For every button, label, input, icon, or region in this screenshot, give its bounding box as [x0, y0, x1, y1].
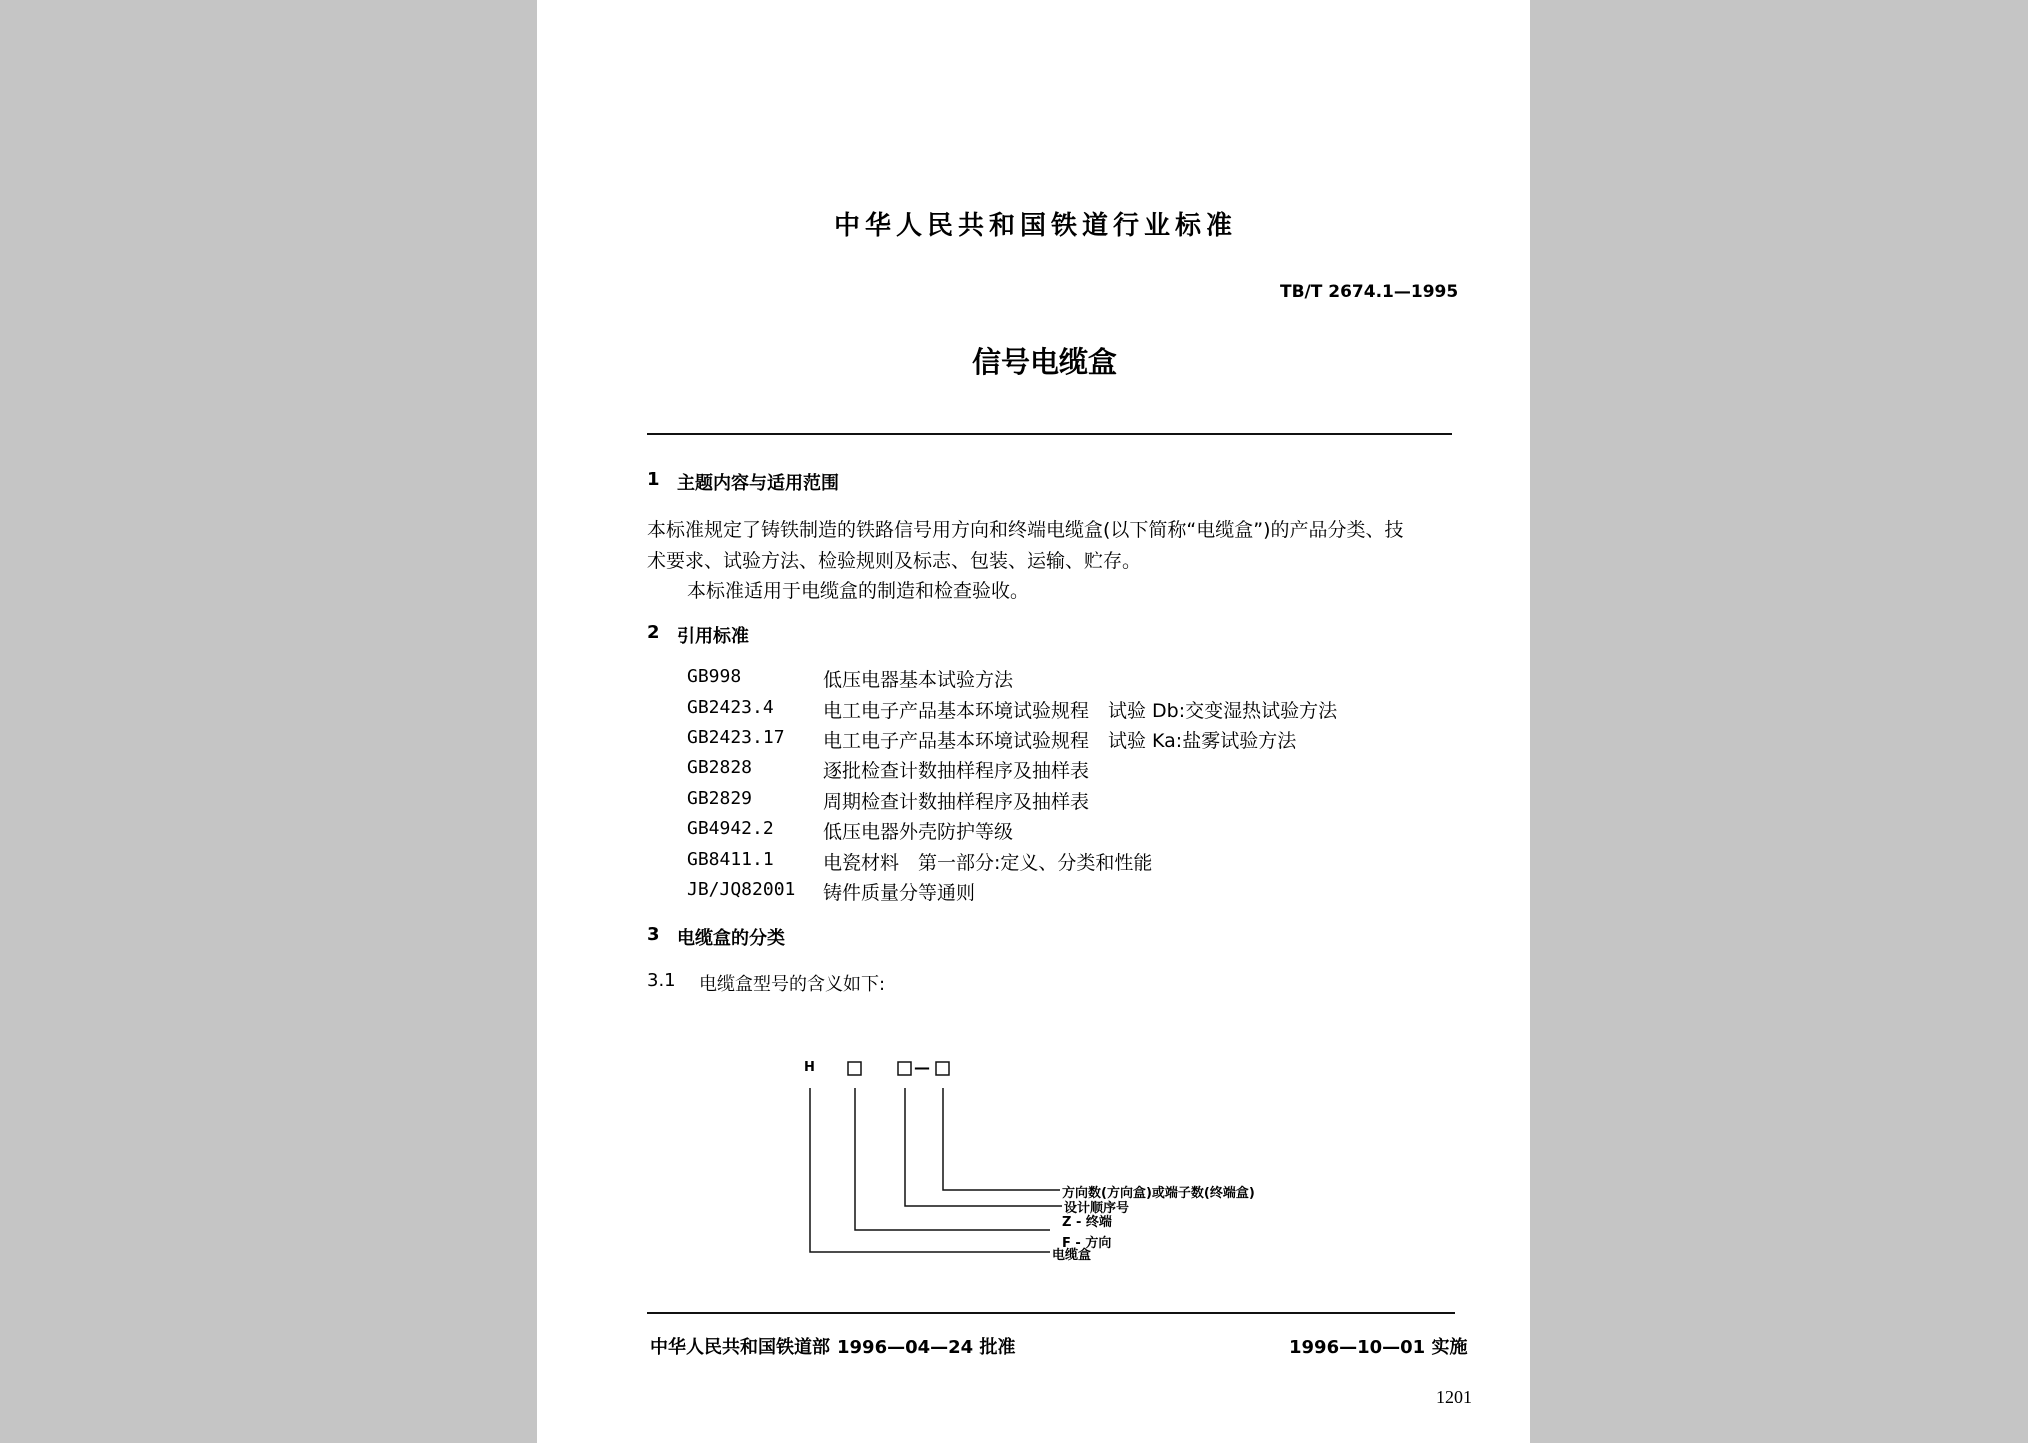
label-direction: F - 方向	[1062, 1236, 1112, 1251]
reference-code: GB2828	[687, 757, 753, 778]
reference-title: 铸件质量分等通则	[823, 882, 976, 904]
reference-title: 电工电子产品基本环境试验规程 试验 Ka:盐雾试验方法	[823, 730, 1297, 752]
subsection-3-1-text: 电缆盒型号的含义如下:	[699, 974, 886, 995]
designation-dash: —	[914, 1058, 930, 1077]
label-terminal: Z - 终端	[1062, 1215, 1112, 1230]
effective-date: 1996—10—01 实施	[1289, 1337, 1468, 1358]
section-3-heading: 电缆盒的分类	[677, 928, 785, 949]
org-title: 中华人民共和国铁道行业标准	[834, 211, 1238, 241]
document-title: 信号电缆盒	[972, 345, 1118, 379]
page-number: 1201	[1436, 1387, 1472, 1407]
reference-title: 电工电子产品基本环境试验规程 试验 Db:交变湿热试验方法	[823, 700, 1338, 722]
reference-code: GB2423.17	[687, 727, 785, 748]
approval-date: 1996—04—24 批准	[837, 1337, 1016, 1358]
reference-title: 电瓷材料 第一部分:定义、分类和性能	[823, 852, 1153, 874]
section-1-paragraph-2: 本标准适用于电缆盒的制造和检查验收。	[687, 580, 1030, 602]
leader-type	[855, 1088, 1050, 1230]
leader-seq	[905, 1088, 1062, 1206]
header-divider	[647, 433, 1452, 435]
reference-code: GB998	[687, 666, 742, 687]
section-2-number: 2	[647, 622, 660, 643]
section-1-paragraph-line-2: 术要求、试验方法、检验规则及标志、包装、运输、贮存。	[647, 550, 1142, 572]
label-count: 方向数(方向盒)或端子数(终端盒)	[1062, 1186, 1255, 1201]
document-page	[537, 0, 1530, 1443]
placeholder-box	[936, 1062, 949, 1075]
placeholder-box	[848, 1062, 861, 1075]
reference-title: 周期检查计数抽样程序及抽样表	[823, 791, 1090, 813]
leader-box	[810, 1088, 1050, 1252]
section-1-number: 1	[647, 469, 660, 490]
placeholder-box	[898, 1062, 911, 1075]
reference-title: 低压电器外壳防护等级	[823, 821, 1014, 843]
reference-code: GB2829	[687, 788, 753, 809]
reference-code: GB4942.2	[687, 818, 774, 839]
prefix-h: H	[804, 1060, 815, 1075]
standard-number: TB/T 2674.1—1995	[1280, 282, 1459, 302]
section-3-number: 3	[647, 924, 660, 945]
label-sequence: 设计顺序号	[1064, 1201, 1130, 1216]
reference-title: 逐批检查计数抽样程序及抽样表	[823, 760, 1090, 782]
issuing-authority: 中华人民共和国铁道部	[650, 1337, 830, 1358]
section-1-paragraph-line-1: 本标准规定了铸铁制造的铁路信号用方向和终端电缆盒(以下简称“电缆盒”)的产品分类、技	[647, 519, 1404, 541]
reference-code: GB2423.4	[687, 697, 774, 718]
reference-code: GB8411.1	[687, 849, 774, 870]
footer-divider	[647, 1312, 1455, 1314]
label-cable-box: 电缆盒	[1052, 1248, 1092, 1263]
leader-count	[943, 1088, 1060, 1190]
section-1-heading: 主题内容与适用范围	[677, 473, 839, 494]
reference-title: 低压电器基本试验方法	[823, 669, 1014, 691]
reference-code: JB/JQ82001	[687, 879, 796, 900]
section-2-heading: 引用标准	[677, 626, 749, 647]
subsection-3-1-number: 3.1	[647, 970, 676, 991]
